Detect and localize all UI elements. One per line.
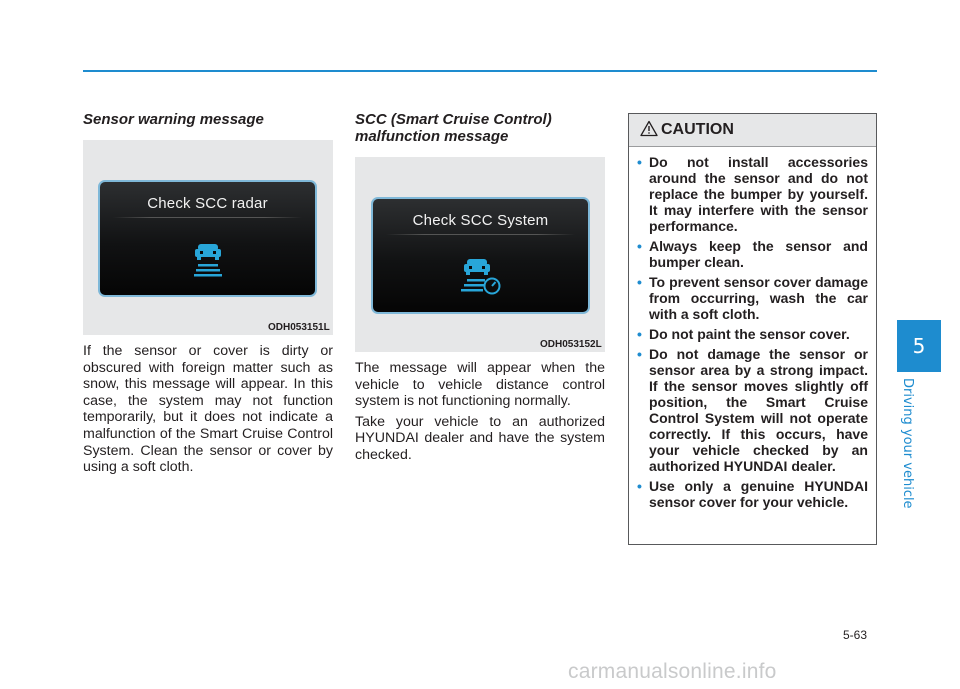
warning-triangle-icon — [640, 120, 658, 137]
list-item-text: Use only a genuine HYUNDAI sensor cover for your vehicle. — [649, 478, 868, 510]
caution-header — [629, 114, 876, 147]
figure-code: ODH053152L — [540, 339, 602, 350]
bullet-icon: • — [637, 326, 642, 342]
list-item — [629, 154, 876, 234]
list-item-text: Do not damage the sensor or sensor area by a strong impact. If the sensor moves slightly off position, the Smart Cruise Control System will not operate correctly. If this occurs, have your vehicle checked by an authorized HYUNDAI dealer. — [649, 346, 868, 474]
list-item-text: Do not paint the sensor cover. — [649, 326, 850, 342]
scc-malfunction-body — [355, 360, 605, 468]
list-item — [629, 326, 876, 342]
bullet-icon: • — [637, 274, 642, 290]
header-rule — [83, 70, 877, 72]
bullet-icon: • — [637, 238, 642, 254]
figure-code: ODH053151L — [268, 322, 330, 333]
list-item-text: Always keep the sensor and bumper clean. — [649, 238, 868, 270]
figure-check-scc-system — [355, 157, 605, 352]
caution-list — [629, 154, 876, 514]
car-radar-sensor-icon — [190, 240, 226, 280]
list-item — [629, 274, 876, 322]
figure-check-scc-radar — [83, 140, 333, 335]
paragraph: Take your vehicle to an authorized HYUNDAI dealer and have the system checked. — [355, 413, 605, 463]
scc-malfunction-heading: SCC (Smart Cruise Control) malfunction message — [355, 111, 552, 145]
car-scc-gauge-icon — [457, 255, 501, 297]
sensor-warning-heading: Sensor warning message — [83, 111, 264, 128]
chapter-title-text: Driving your vehicle — [900, 378, 915, 509]
cluster-display — [371, 197, 590, 314]
display-message: Check SCC radar — [100, 195, 315, 212]
cluster-display — [98, 180, 317, 297]
list-item-text: To prevent sensor cover damage from occurring, wash the car with a soft cloth. — [649, 274, 868, 322]
paragraph: The message will appear when the vehicle to vehicle distance control system is not functioning normally. — [355, 360, 605, 410]
chapter-tab: 5 — [897, 320, 941, 372]
bullet-icon: • — [637, 154, 642, 170]
display-message: Check SCC System — [373, 212, 588, 229]
bullet-icon: • — [637, 346, 642, 362]
list-item-text: Do not install accessories around the sensor and do not replace the bumper by yourself. It may interfere with the sensor performance. — [649, 154, 868, 234]
watermark: carmanualsonline.info — [568, 660, 777, 683]
page-number: 5-63 — [843, 628, 868, 642]
caution-box — [628, 113, 877, 545]
list-item — [629, 478, 876, 510]
list-item — [629, 346, 876, 474]
bullet-icon: • — [637, 478, 642, 494]
caution-label: CAUTION — [661, 121, 734, 138]
sensor-warning-paragraph: If the sensor or cover is dirty or obscured with foreign matter such as snow, this message will appear. In this case, the system may not function temporarily, but it does not indicate a malfunction of the Smart Cruise Control System. Clean the sensor or cover by using a soft cloth. — [83, 343, 333, 476]
list-item — [629, 238, 876, 270]
